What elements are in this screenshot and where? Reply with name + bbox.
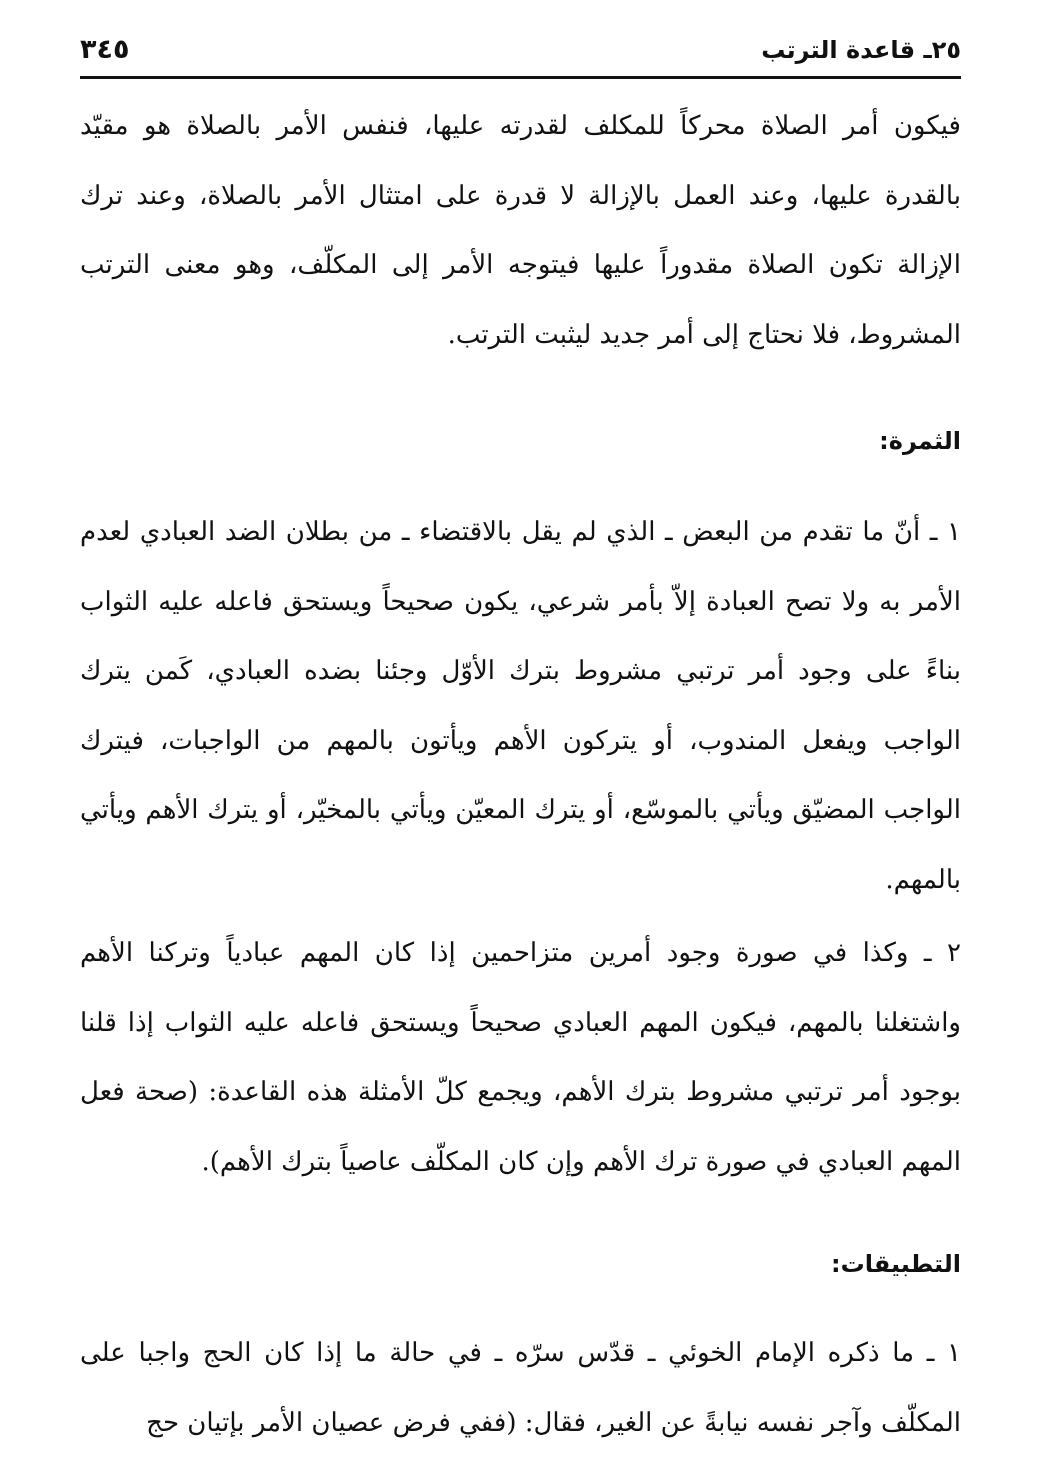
intro-paragraph: فيكون أمر الصلاة محركاً للمكلف لقدرته عليها، فنفس الأمر بالصلاة هو مقيّد بالقدرة عليها، وعند العمل بالإزالة لا قدرة على امتثال الأمر بالصلاة، وعند ترك الإزالة تكون الصلاة مقدوراً عليها فيتوجه الأمر إلى المكلّف، وهو معنى الترتب المشروط، فلا نحتاج إلى أمر جديد ليثبت الترتب. bbox=[80, 111, 961, 350]
page-body bbox=[80, 92, 961, 1458]
section-heading-thamra: الثمرة: bbox=[879, 427, 961, 455]
thamra-point-1: ١ ـ أنّ ما تقدم من البعض ـ الذي لم يقل بالاقتضاء ـ من بطلان الضد العبادي لعدم الأمر به ولا تصح العبادة إلاّ بأمر شرعي، يكون صحيحاً ويستحق فاعله عليه الثواب بناءً على وجود أمر ترتبي مشروط بترك الأوّل وجئنا بضده العبادي، كَمن يترك الواجب ويفعل المندوب، أو يتركون الأهم ويأتون بالمهم من الواجبات، فيترك الواجب المضيّق ويأتي بالموسّع، أو يترك المعيّن ويأتي بالمخيّر، أو يترك الأهم ويأتي بالمهم. bbox=[80, 517, 962, 895]
header-divider bbox=[80, 76, 961, 79]
thamra-point-2: ٢ ـ وكذا في صورة وجود أمرين متزاحمين إذا كان المهم عبادياً وتركنا الأهم واشتغلنا بالمهم، فيكون المهم العبادي صحيحاً ويستحق فاعله عليه الثواب إذا قلنا بوجود أمر ترتبي مشروط بترك الأهم، ويجمع كلّ الأمثلة هذه القاعدة: (صحة فعل المهم العبادي في صورة ترك الأهم وإن كان المكلّف عاصياً بترك الأهم). bbox=[80, 938, 961, 1177]
running-title: ٢٥ـ قاعدة الترتب bbox=[761, 36, 961, 64]
tatbiqat-point-1: ١ ـ ما ذكره الإمام الخوئي ـ قدّس سرّه ـ في حالة ما إذا كان الحج واجبا على المكلّف وآجر نفسه نيابةً عن الغير، فقال: (ففي فرض عصيان الأمر بإتيان حج bbox=[80, 1338, 961, 1438]
section-heading-tatbiqat: التطبيقات: bbox=[830, 1250, 961, 1278]
page-number: ٣٤٥ bbox=[80, 34, 130, 65]
page-header bbox=[80, 24, 961, 74]
